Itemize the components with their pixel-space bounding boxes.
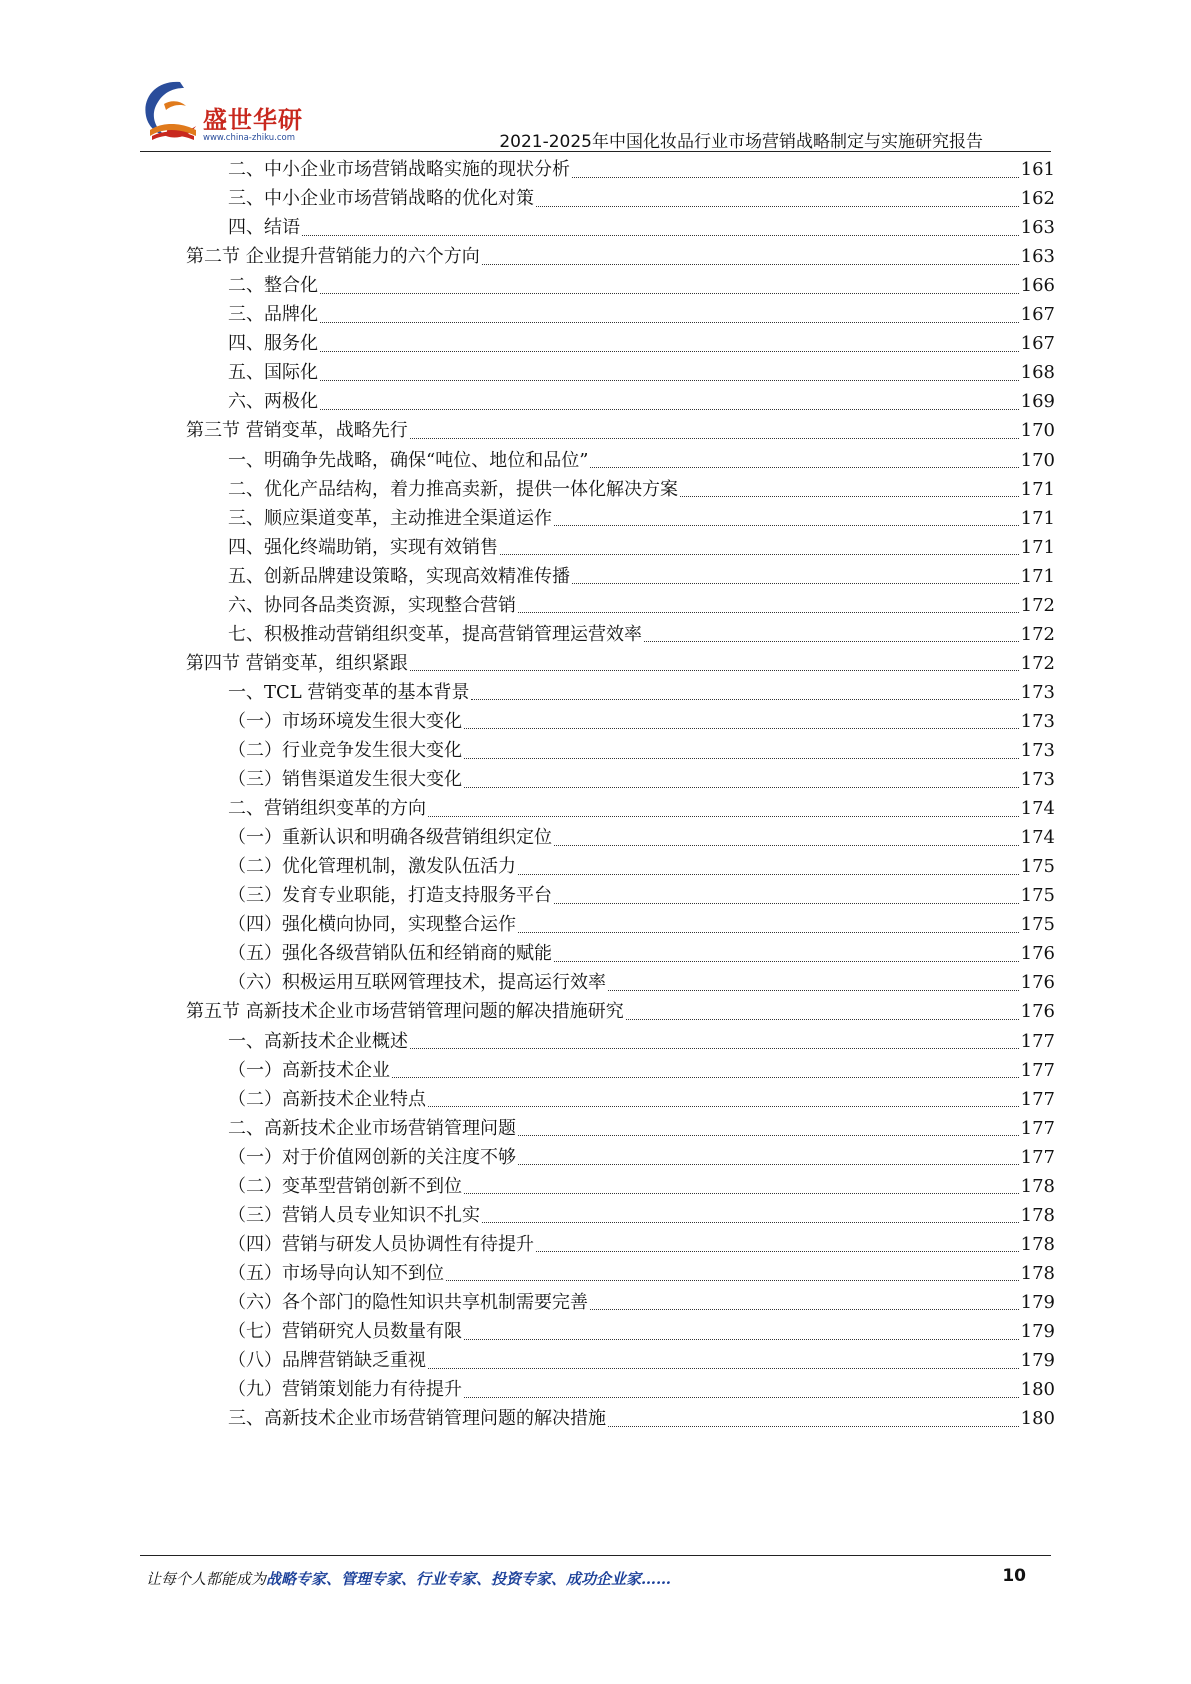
footer-slogan: [146, 1568, 671, 1589]
toc-leader-dots: [590, 466, 1018, 468]
toc-entry-title: 四、服务化: [228, 333, 318, 355]
toc-entry-page: 173: [1020, 740, 1055, 761]
toc-entry[interactable]: [228, 183, 1055, 214]
toc-entry-title: 二、营销组织变革的方向: [228, 798, 426, 820]
toc-entry-title: 三、高新技术企业市场营销管理问题的解决措施: [228, 1408, 606, 1430]
toc-leader-dots: [410, 437, 1019, 439]
toc-leader-dots: [554, 524, 1019, 526]
page-number: 10: [1002, 1566, 1026, 1586]
company-logo: [140, 78, 310, 148]
toc-leader-dots: [428, 1367, 1019, 1369]
toc-entry-page: 179: [1020, 1350, 1055, 1372]
toc-entry-page: 166: [1020, 275, 1055, 297]
toc-entry-page: 174: [1020, 798, 1055, 820]
toc-entry-page: 179: [1020, 1321, 1055, 1342]
toc-entry-title: 第四节 营销变革，组织紧跟: [186, 652, 408, 674]
toc-leader-dots: [320, 350, 1019, 352]
toc-entry-page: 171: [1020, 536, 1055, 558]
toc-leader-dots: [428, 1105, 1019, 1107]
toc-leader-dots: [482, 263, 1019, 265]
toc-entry[interactable]: [228, 735, 1055, 766]
toc-section-entry[interactable]: [186, 241, 1055, 272]
toc-entry-page: 167: [1020, 333, 1055, 355]
toc-entry-title: （一）高新技术企业: [228, 1059, 390, 1081]
toc-entry-title: （六）各个部门的隐性知识共享机制需要完善: [228, 1291, 588, 1313]
toc-entry-page: 162: [1020, 188, 1055, 210]
toc-leader-dots: [464, 786, 1019, 788]
toc-leader-dots: [572, 176, 1019, 178]
toc-entry-title: 三、中小企业市场营销战略的优化对策: [228, 188, 534, 210]
toc-entry[interactable]: [228, 445, 1055, 476]
report-title: 2021-2025年中国化妆品行业市场营销战略制定与实施研究报告: [499, 132, 983, 152]
toc-entry[interactable]: [228, 474, 1055, 505]
toc-entry-title: （三）营销人员专业知识不扎实: [228, 1204, 480, 1226]
toc-entry[interactable]: [228, 299, 1055, 330]
toc-entry[interactable]: [228, 1316, 1055, 1347]
toc-leader-dots: [320, 408, 1019, 410]
toc-entry[interactable]: [228, 212, 1055, 243]
toc-entry[interactable]: [228, 1142, 1055, 1173]
toc-leader-dots: [464, 1396, 1019, 1398]
toc-entry-title: 六、协同各品类资源，实现整合营销: [228, 594, 516, 616]
toc-leader-dots: [518, 873, 1019, 875]
logo-title: 盛世华研: [203, 106, 303, 134]
toc-entry[interactable]: [228, 1229, 1055, 1260]
toc-entry[interactable]: [228, 967, 1055, 998]
toc-leader-dots: [680, 495, 1019, 497]
toc-entry-title: （二）变革型营销创新不到位: [228, 1175, 462, 1197]
toc-entry-page: 177: [1020, 1117, 1055, 1139]
toc-leader-dots: [536, 205, 1019, 207]
toc-entry[interactable]: [228, 1345, 1055, 1376]
toc-entry-title: 六、两极化: [228, 391, 318, 413]
toc-leader-dots: [464, 757, 1019, 759]
toc-entry-page: 170: [1020, 449, 1055, 471]
toc-entry-title: 三、顺应渠道变革，主动推进全渠道运作: [228, 507, 552, 529]
toc-entry-title: （二）行业竞争发生很大变化: [228, 740, 462, 761]
toc-leader-dots: [500, 553, 1019, 555]
toc-leader-dots: [608, 1425, 1019, 1427]
toc-entry-title: （八）品牌营销缺乏重视: [228, 1350, 426, 1372]
header-divider: [140, 151, 1051, 152]
toc-section-entry[interactable]: [186, 648, 1055, 679]
toc-entry-page: 170: [1020, 420, 1055, 442]
toc-entry-title: （一）市场环境发生很大变化: [228, 710, 462, 732]
toc-entry-page: 177: [1020, 1030, 1055, 1052]
toc-entry-title: 一、明确争先战略，确保“吨位、地位和品位”: [228, 449, 589, 471]
toc-leader-dots: [464, 727, 1019, 729]
toc-entry-page: 171: [1020, 478, 1055, 500]
toc-leader-dots: [626, 1018, 1019, 1020]
toc-entry-page: 180: [1020, 1379, 1055, 1401]
toc-entry-page: 178: [1020, 1233, 1055, 1255]
logo-emblem-icon: [140, 78, 202, 146]
toc-leader-dots: [518, 1134, 1019, 1136]
toc-entry-title: （一）对于价值网创新的关注度不够: [228, 1146, 516, 1168]
toc-entry-page: 180: [1020, 1408, 1055, 1430]
toc-entry[interactable]: [228, 880, 1055, 911]
toc-leader-dots: [518, 931, 1019, 933]
toc-entry-page: 171: [1020, 507, 1055, 529]
toc-entry[interactable]: [228, 590, 1055, 621]
toc-entry[interactable]: [228, 386, 1055, 417]
footer-slogan-highlight: 战略专家、管理专家、行业专家、投资专家、成功企业家……: [266, 1570, 672, 1588]
toc-entry-page: 168: [1020, 362, 1055, 384]
toc-entry-title: 一、高新技术企业概述: [228, 1030, 408, 1052]
toc-entry-title: （二）高新技术企业特点: [228, 1088, 426, 1110]
toc-entry-page: 179: [1020, 1291, 1055, 1313]
toc-entry[interactable]: [228, 677, 1055, 708]
toc-leader-dots: [518, 1163, 1019, 1165]
toc-entry-page: 178: [1020, 1175, 1055, 1197]
toc-entry-title: 第二节 企业提升营销能力的六个方向: [186, 246, 480, 268]
toc-entry-title: （二）优化管理机制，激发队伍活力: [228, 856, 516, 878]
toc-entry[interactable]: [228, 793, 1055, 824]
toc-entry[interactable]: [228, 851, 1055, 882]
toc-leader-dots: [410, 1047, 1019, 1049]
toc-leader-dots: [446, 1279, 1019, 1281]
toc-leader-dots: [302, 234, 1019, 236]
toc-entry[interactable]: [228, 938, 1055, 969]
toc-entry[interactable]: [228, 822, 1055, 853]
toc-entry-title: （六）积极运用互联网管理技术，提高运行效率: [228, 972, 606, 994]
toc-leader-dots: [554, 844, 1019, 846]
toc-entry-page: 173: [1020, 769, 1055, 791]
toc-leader-dots: [320, 321, 1019, 323]
toc-entry-page: 175: [1020, 856, 1055, 878]
toc-entry-title: （三）发育专业职能，打造支持服务平台: [228, 885, 552, 907]
toc-leader-dots: [482, 1221, 1019, 1223]
toc-section-entry[interactable]: [186, 415, 1055, 446]
page-header: [0, 0, 1191, 155]
toc-entry[interactable]: [228, 561, 1055, 592]
toc-entry[interactable]: [228, 503, 1055, 534]
toc-entry-page: 161: [1020, 159, 1055, 180]
toc-entry[interactable]: [228, 270, 1055, 301]
toc-entry-title: （五）强化各级营销队伍和经销商的赋能: [228, 943, 552, 965]
toc-entry-page: 176: [1020, 972, 1055, 994]
toc-entry[interactable]: [228, 909, 1055, 940]
toc-entry-page: 175: [1020, 914, 1055, 936]
toc-entry-title: 二、中小企业市场营销战略实施的现状分析: [228, 159, 570, 180]
toc-entry-title: 四、结语: [228, 217, 300, 239]
toc-entry-page: 172: [1020, 652, 1055, 674]
toc-entry[interactable]: [228, 1171, 1055, 1202]
toc-entry-page: 163: [1020, 246, 1055, 268]
toc-leader-dots: [471, 698, 1018, 700]
toc-leader-dots: [464, 1338, 1019, 1340]
toc-entry[interactable]: [228, 357, 1055, 388]
toc-leader-dots: [554, 902, 1019, 904]
toc-entry-title: 三、品牌化: [228, 304, 318, 326]
toc-entry-title: 第五节 高新技术企业市场营销管理问题的解决措施研究: [186, 1001, 624, 1023]
toc-entry[interactable]: [228, 706, 1055, 737]
toc-entry-title: （四）营销与研发人员协调性有待提升: [228, 1233, 534, 1255]
toc-leader-dots: [464, 1192, 1019, 1194]
toc-leader-dots: [320, 379, 1019, 381]
toc-entry[interactable]: [228, 532, 1055, 563]
toc-entry[interactable]: [228, 1403, 1055, 1434]
toc-entry-page: 172: [1020, 623, 1055, 645]
toc-leader-dots: [554, 960, 1019, 962]
toc-entry-title: 七、积极推动营销组织变革，提高营销管理运营效率: [228, 623, 642, 645]
toc-leader-dots: [644, 640, 1019, 642]
toc-entry-page: 167: [1020, 304, 1055, 326]
toc-entry-title: 二、优化产品结构，着力推高卖新，提供一体化解决方案: [228, 478, 678, 500]
toc-entry[interactable]: [228, 764, 1055, 795]
toc-entry-title: 一、TCL 营销变革的基本背景: [228, 681, 470, 703]
toc-entry[interactable]: [228, 328, 1055, 359]
toc-entry-title: 四、强化终端助销，实现有效销售: [228, 536, 498, 558]
footer-divider: [140, 1555, 1051, 1556]
toc-entry-title: 二、高新技术企业市场营销管理问题: [228, 1117, 516, 1139]
toc-entry-title: （三）销售渠道发生很大变化: [228, 769, 462, 791]
toc-section-entry[interactable]: [186, 996, 1055, 1027]
toc-entry-title: （七）营销研究人员数量有限: [228, 1321, 462, 1342]
toc-leader-dots: [590, 1308, 1019, 1310]
toc-entry-title: （四）强化横向协同，实现整合运作: [228, 914, 516, 936]
toc-entry[interactable]: [228, 1055, 1055, 1086]
toc-entry-title: 五、国际化: [228, 362, 318, 384]
toc-entry[interactable]: [228, 1113, 1055, 1144]
toc-entry[interactable]: [228, 1258, 1055, 1289]
toc-entry-page: 169: [1020, 391, 1055, 413]
toc-entry[interactable]: [228, 1026, 1055, 1057]
toc-entry-page: 177: [1020, 1146, 1055, 1168]
toc-leader-dots: [428, 815, 1019, 817]
toc-entry[interactable]: [228, 154, 1055, 185]
toc-entry-page: 171: [1020, 565, 1055, 587]
toc-entry-title: 第三节 营销变革，战略先行: [186, 420, 408, 442]
toc-entry-page: 177: [1020, 1088, 1055, 1110]
toc-entry[interactable]: [228, 619, 1055, 650]
toc-entry-title: 五、创新品牌建设策略，实现高效精准传播: [228, 565, 570, 587]
logo-url: www.china-zhiku.com: [203, 133, 295, 143]
toc-leader-dots: [608, 989, 1019, 991]
toc-entry-page: 173: [1020, 710, 1055, 732]
toc-entry[interactable]: [228, 1287, 1055, 1318]
toc-entry-title: （九）营销策划能力有待提升: [228, 1379, 462, 1401]
toc-entry-title: （五）市场导向认知不到位: [228, 1262, 444, 1284]
toc-entry-page: 178: [1020, 1262, 1055, 1284]
toc-leader-dots: [572, 582, 1019, 584]
toc-entry-page: 176: [1020, 943, 1055, 965]
toc-entry[interactable]: [228, 1200, 1055, 1231]
toc-entry-page: 176: [1020, 1001, 1055, 1023]
toc-entry-page: 174: [1020, 827, 1055, 849]
toc-entry[interactable]: [228, 1084, 1055, 1115]
toc-leader-dots: [536, 1250, 1019, 1252]
toc-leader-dots: [320, 292, 1019, 294]
toc-entry-page: 173: [1020, 681, 1055, 703]
toc-entry-page: 178: [1020, 1204, 1055, 1226]
toc-entry-page: 175: [1020, 885, 1055, 907]
toc-entry-page: 163: [1020, 217, 1055, 239]
toc-entry-page: 177: [1020, 1059, 1055, 1081]
toc-entry-page: 172: [1020, 594, 1055, 616]
toc-entry[interactable]: [228, 1374, 1055, 1405]
toc-leader-dots: [392, 1076, 1019, 1078]
toc-entry-title: 二、整合化: [228, 275, 318, 297]
toc-entry-title: （一）重新认识和明确各级营销组织定位: [228, 827, 552, 849]
toc-leader-dots: [518, 611, 1019, 613]
toc-leader-dots: [410, 669, 1019, 671]
footer-slogan-prefix: 让每个人都能成为: [146, 1570, 267, 1588]
